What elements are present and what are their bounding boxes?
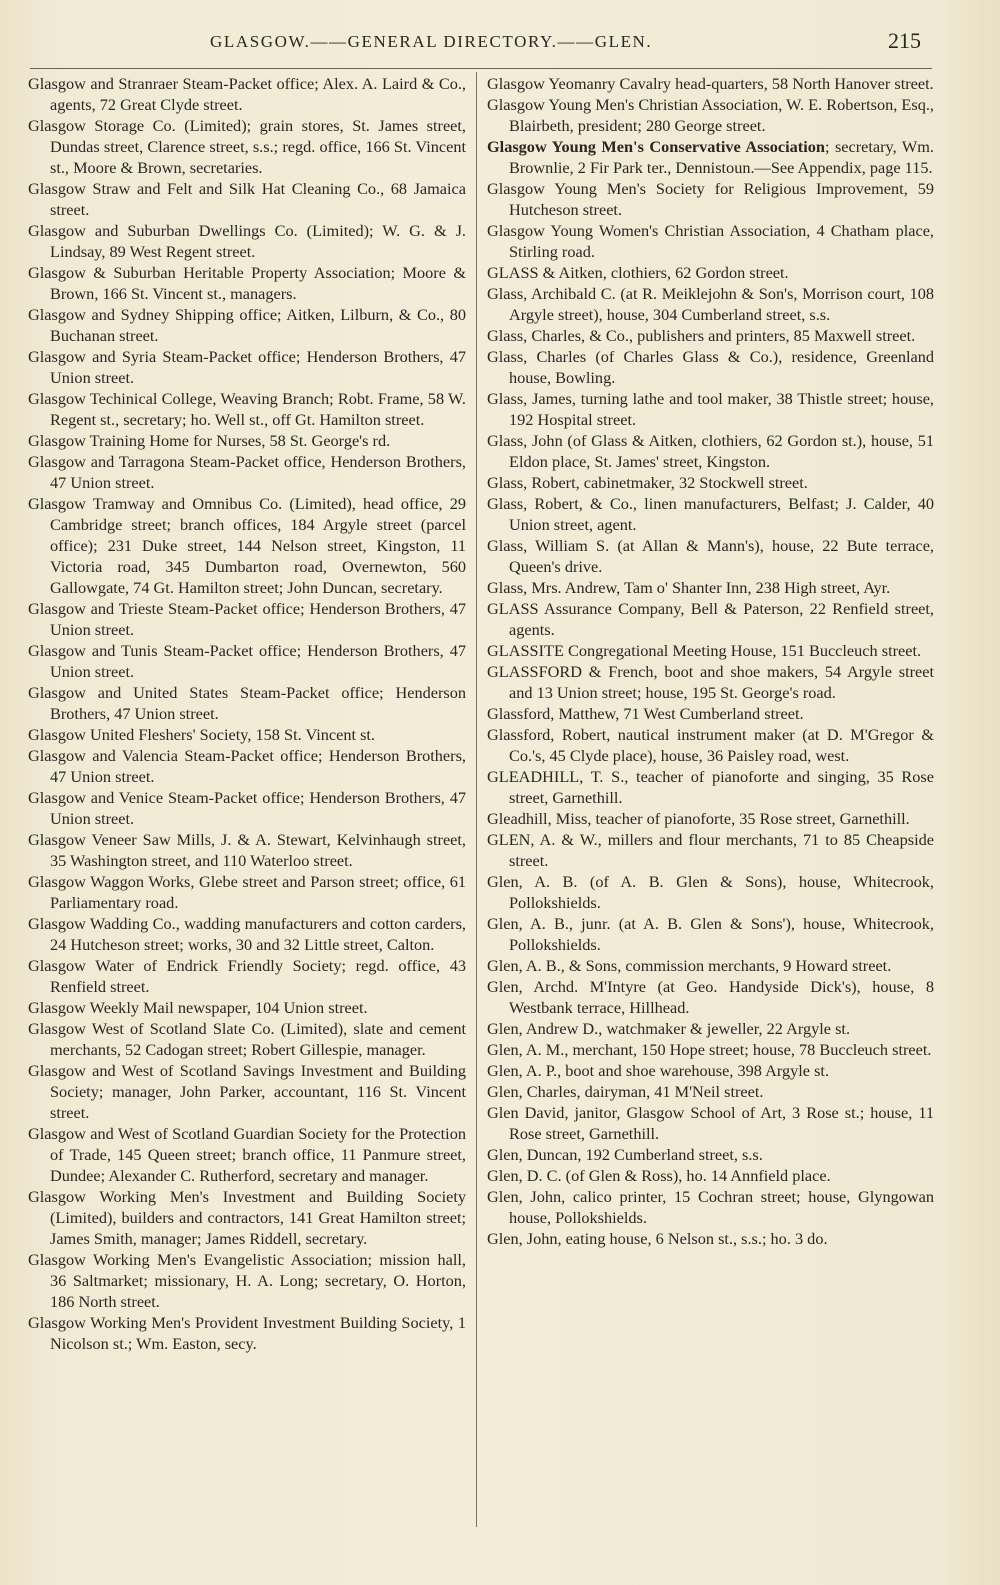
directory-entry: Glasgow Yeomanry Cavalry head-quarters, 58 North Hanover street. xyxy=(487,74,934,93)
directory-entry: Glen, Duncan, 192 Cumberland street, s.s. xyxy=(487,1145,763,1164)
directory-entry: GLASS & Aitken, clothiers, 62 Gordon street. xyxy=(487,263,789,282)
directory-entry xyxy=(487,136,934,178)
directory-entry: Glasgow Young Men's Christian Association, W. E. Robertson, Esq., Blairbeth, president; 280 George street. xyxy=(487,95,934,135)
directory-entry: Glassford, Matthew, 71 West Cumberland street. xyxy=(487,704,804,723)
directory-entry: Glasgow and Trieste Steam-Packet office; Henderson Brothers, 47 Union street. xyxy=(28,599,466,639)
directory-entry: Glen, Archd. M'Intyre (at Geo. Handyside Dick's), house, 8 Westbank terrace, Hillhead. xyxy=(487,977,934,1017)
column-divider xyxy=(476,72,477,1527)
entry-text: ; secretary, Wm. Brownlie, 2 Fir Park ter., Dennistoun.—See Appendix, page 115. xyxy=(509,137,934,177)
directory-entry: Glasgow United Fleshers' Society, 158 St. Vincent st. xyxy=(28,725,376,744)
directory-entry: Glasgow and West of Scotland Guardian Society for the Protection of Trade, 145 Queen street; branch office, 11 Panmure street, Dundee; Alexander C. Rutherford, secretary and manager. xyxy=(28,1124,466,1185)
directory-entry: Glasgow Water of Endrick Friendly Society; regd. office, 43 Renfield street. xyxy=(28,956,466,996)
directory-entry: Glasgow Working Men's Provident Investment Building Society, 1 Nicolson st.; Wm. Easton, secy. xyxy=(28,1313,466,1353)
header-rule xyxy=(30,68,932,69)
directory-entry: Glasgow Veneer Saw Mills, J. & A. Stewart, Kelvinhaugh street, 35 Washington street, and 110 Waterloo street. xyxy=(28,830,466,870)
running-head xyxy=(0,28,1000,58)
directory-entry: Glasgow and Stranraer Steam-Packet office; Alex. A. Laird & Co., agents, 72 Great Clyde street. xyxy=(28,74,466,114)
directory-entry: Glasgow and Suburban Dwellings Co. (Limited); W. G. & J. Lindsay, 89 West Regent street. xyxy=(28,221,466,261)
directory-entry: Glasgow & Suburban Heritable Property Association; Moore & Brown, 166 St. Vincent st., managers. xyxy=(28,263,466,303)
directory-entry: Glass, Mrs. Andrew, Tam o' Shanter Inn, 238 High street, Ayr. xyxy=(487,578,891,597)
directory-entry: Glasgow and Tarragona Steam-Packet office, Henderson Brothers, 47 Union street. xyxy=(28,452,466,492)
directory-entry: Glasgow and United States Steam-Packet office; Henderson Brothers, 47 Union street. xyxy=(28,683,466,723)
directory-entry: Glass, John (of Glass & Aitken, clothiers, 62 Gordon st.), house, 51 Eldon place, St. James' street, Kingston. xyxy=(487,431,934,471)
directory-entry: Glass, William S. (at Allan & Mann's), house, 22 Bute terrace, Queen's drive. xyxy=(487,536,934,576)
right-column xyxy=(487,73,934,1249)
directory-entry: Glasgow West of Scotland Slate Co. (Limited), slate and cement merchants, 52 Cadogan street; Robert Gillespie, manager. xyxy=(28,1019,466,1059)
directory-entry: Glass, Robert, cabinetmaker, 32 Stockwell street. xyxy=(487,473,808,492)
directory-entry: Glass, Robert, & Co., linen manufacturers, Belfast; J. Calder, 40 Union street, agent. xyxy=(487,494,934,534)
running-title: GLASGOW.——GENERAL DIRECTORY.——GLEN. xyxy=(210,32,653,51)
directory-entry: GLEN, A. & W., millers and flour merchants, 71 to 85 Cheapside street. xyxy=(487,830,934,870)
directory-entry: Glasgow and Syria Steam-Packet office; Henderson Brothers, 47 Union street. xyxy=(28,347,466,387)
directory-entry: Glasgow Storage Co. (Limited); grain stores, St. James street, Dundas street, Clarence street, s.s.; regd. office, 166 St. Vincent st., Moore & Brown, secretaries. xyxy=(28,116,466,177)
page-number: 215 xyxy=(888,28,921,53)
directory-entry: Glen, A. B., junr. (at A. B. Glen & Sons'), house, Whitecrook, Pollokshields. xyxy=(487,914,934,954)
entry-heading: Glasgow Young Men's Conservative Association xyxy=(487,137,825,156)
directory-entry: Glasgow Straw and Felt and Silk Hat Cleaning Co., 68 Jamaica street. xyxy=(28,179,466,219)
directory-entry: Glen, A. B. (of A. B. Glen & Sons), house, Whitecrook, Pollokshields. xyxy=(487,872,934,912)
directory-entry: Glasgow Weekly Mail newspaper, 104 Union street. xyxy=(28,998,368,1017)
directory-entry: Glen, A. B., & Sons, commission merchants, 9 Howard street. xyxy=(487,956,892,975)
directory-entry: Glen, A. P., boot and shoe warehouse, 398 Argyle st. xyxy=(487,1061,830,1080)
directory-entry: Glasgow Young Men's Society for Religious Improvement, 59 Hutcheson street. xyxy=(487,179,934,219)
directory-entry: GLASS Assurance Company, Bell & Paterson, 22 Renfield street, agents. xyxy=(487,599,934,639)
directory-entry: Glen, John, eating house, 6 Nelson st., s.s.; ho. 3 do. xyxy=(487,1229,828,1248)
directory-entry: Glass, Archibald C. (at R. Meiklejohn & Son's, Morrison court, 108 Argyle street), house, 304 Cumberland street, s.s. xyxy=(487,284,934,324)
directory-entry: Glass, Charles, & Co., publishers and printers, 85 Maxwell street. xyxy=(487,326,916,345)
directory-entry: Glasgow Tramway and Omnibus Co. (Limited), head office, 29 Cambridge street; branch offices, 184 Argyle street (parcel office); 231 Duke street, 144 Nelson street, Kingston, 11 Victoria road, 345 Dumbarton road, Overnewton, 560 Gallowgate, 74 Gt. Hamilton street; John Duncan, secretary. xyxy=(28,494,466,597)
directory-entry: GLASSFORD & French, boot and shoe makers, 54 Argyle street and 13 Union street; house, 195 St. George's road. xyxy=(487,662,934,702)
directory-entry: Glassford, Robert, nautical instrument maker (at D. M'Gregor & Co.'s, 45 Clyde place), house, 36 Paisley road, west. xyxy=(487,725,934,765)
directory-entry: GLASSITE Congregational Meeting House, 151 Buccleuch street. xyxy=(487,641,922,660)
directory-entry: Glasgow Waggon Works, Glebe street and Parson street; office, 61 Parliamentary road. xyxy=(28,872,466,912)
directory-entry: Glass, James, turning lathe and tool maker, 38 Thistle street; house, 192 Hospital street. xyxy=(487,389,934,429)
directory-entry: Glasgow Working Men's Evangelistic Association; mission hall, 36 Saltmarket; missionary, H. A. Long; secretary, O. Horton, 186 North street. xyxy=(28,1250,466,1311)
directory-entry: Glasgow and Venice Steam-Packet office; Henderson Brothers, 47 Union street. xyxy=(28,788,466,828)
directory-entry: Glen, John, calico printer, 15 Cochran street; house, Glyngowan house, Pollokshields. xyxy=(487,1187,934,1227)
directory-entry: Glen, A. M., merchant, 150 Hope street; house, 78 Buccleuch street. xyxy=(487,1040,932,1059)
directory-entry: Glasgow and West of Scotland Savings Investment and Building Society; manager, John Parker, accountant, 116 St. Vincent street. xyxy=(28,1061,466,1122)
left-column xyxy=(28,73,466,1354)
directory-entry: Glasgow Working Men's Investment and Building Society (Limited), builders and contractors, 141 Great Hamilton street; James Smith, manager; James Riddell, secretary. xyxy=(28,1187,466,1248)
directory-entry: Glasgow Training Home for Nurses, 58 St. George's rd. xyxy=(28,431,391,450)
directory-entry: Glasgow and Tunis Steam-Packet office; Henderson Brothers, 47 Union street. xyxy=(28,641,466,681)
directory-entry: GLEADHILL, T. S., teacher of pianoforte and singing, 35 Rose street, Garnethill. xyxy=(487,767,934,807)
directory-entry: Glen David, janitor, Glasgow School of Art, 3 Rose st.; house, 11 Rose street, Garnethill. xyxy=(487,1103,934,1143)
directory-entry: Glasgow and Sydney Shipping office; Aitken, Lilburn, & Co., 80 Buchanan street. xyxy=(28,305,466,345)
directory-entry: Glen, D. C. (of Glen & Ross), ho. 14 Annfield place. xyxy=(487,1166,831,1185)
directory-entry: Glen, Charles, dairyman, 41 M'Neil street. xyxy=(487,1082,764,1101)
directory-entry: Glasgow Wadding Co., wadding manufacturers and cotton carders, 24 Hutcheson street; works, 30 and 32 Little street, Calton. xyxy=(28,914,466,954)
directory-entry: Glasgow Techinical College, Weaving Branch; Robt. Frame, 58 W. Regent st., secretary; ho. Well st., off Gt. Hamilton street. xyxy=(28,389,466,429)
directory-entry: Glasgow and Valencia Steam-Packet office; Henderson Brothers, 47 Union street. xyxy=(28,746,466,786)
directory-entry: Glen, Andrew D., watchmaker & jeweller, 22 Argyle st. xyxy=(487,1019,851,1038)
directory-entry: Gleadhill, Miss, teacher of pianoforte, 35 Rose street, Garnethill. xyxy=(487,809,910,828)
directory-entry: Glasgow Young Women's Christian Association, 4 Chatham place, Stirling road. xyxy=(487,221,934,261)
directory-entry: Glass, Charles (of Charles Glass & Co.), residence, Greenland house, Bowling. xyxy=(487,347,934,387)
